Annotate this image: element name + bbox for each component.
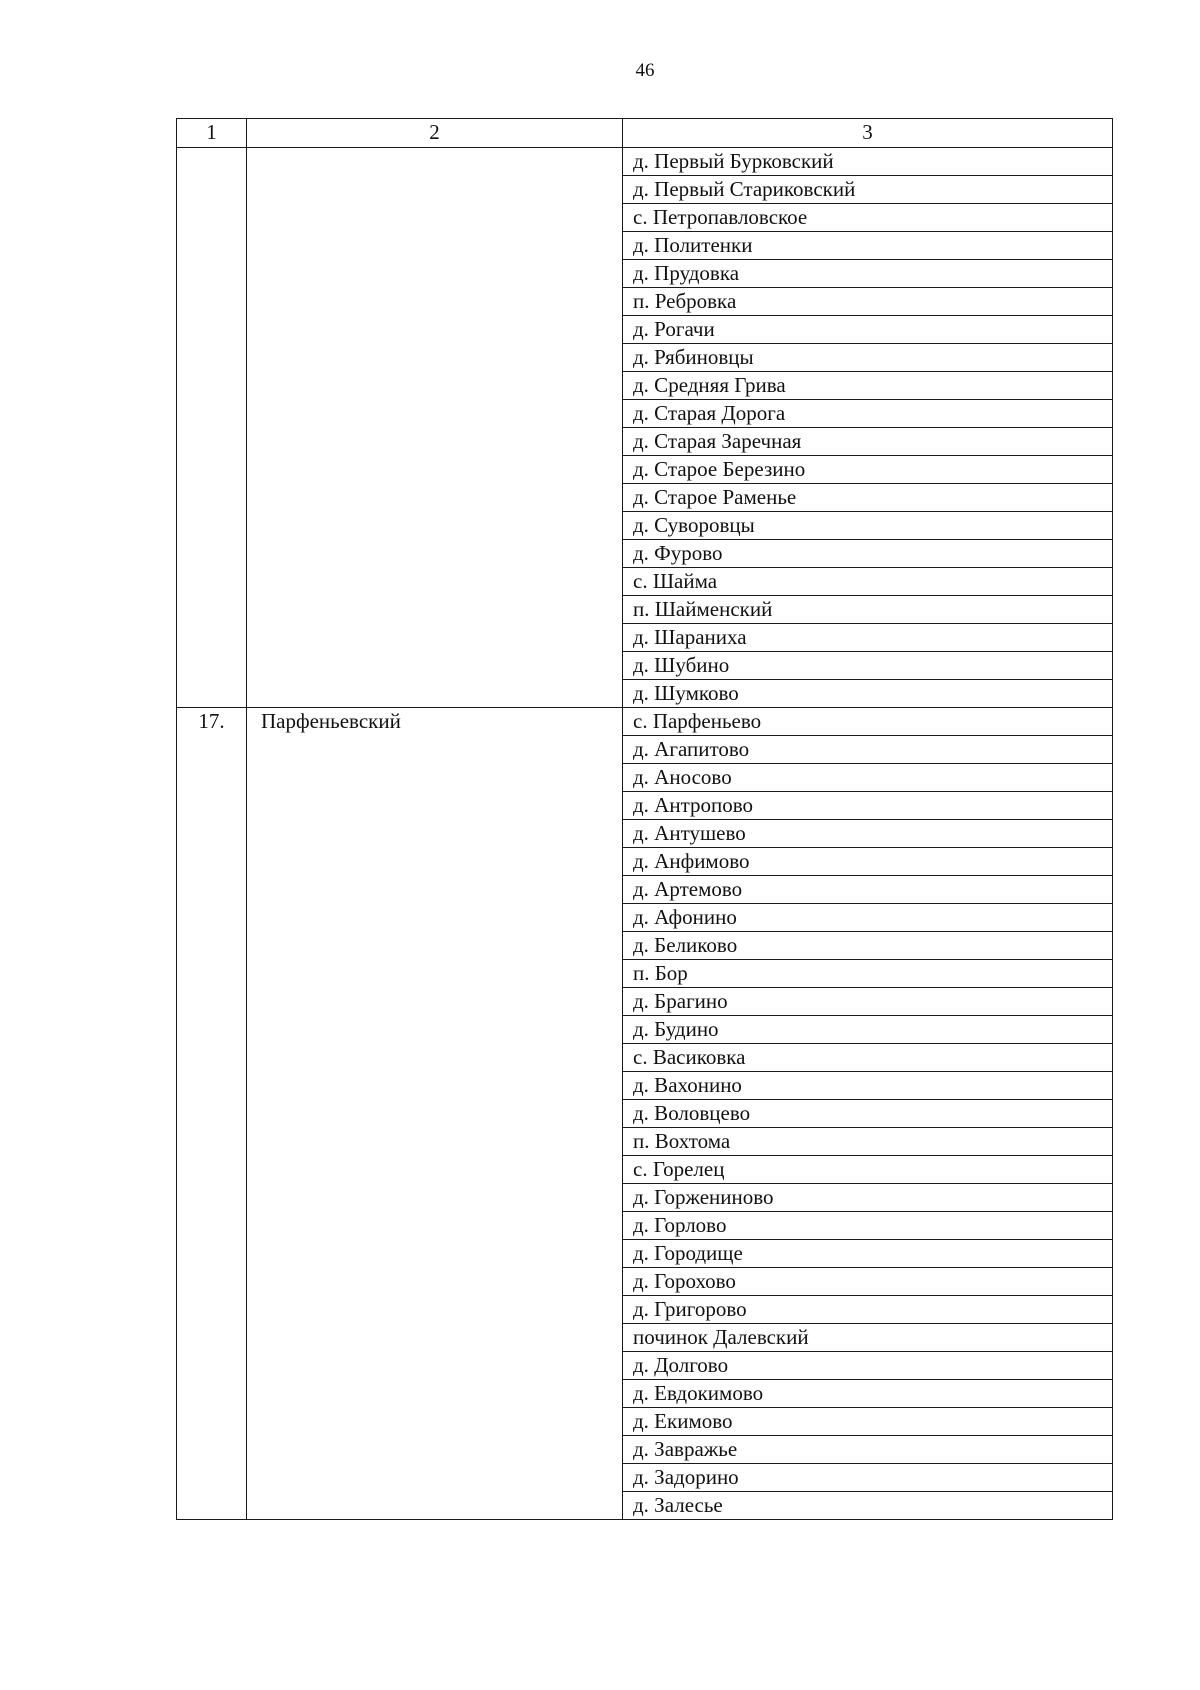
settlement-name: д. Первый Стариковский xyxy=(623,176,1113,204)
settlement-name: д. Воловцево xyxy=(623,1100,1113,1128)
row-number xyxy=(177,148,247,708)
settlement-name: д. Будино xyxy=(623,1016,1113,1044)
row-number: 17. xyxy=(177,708,247,1520)
settlement-name: д. Рогачи xyxy=(623,316,1113,344)
settlement-name: с. Петропавловское xyxy=(623,204,1113,232)
settlement-name: д. Старое Раменье xyxy=(623,484,1113,512)
settlement-name: д. Шубино xyxy=(623,652,1113,680)
settlement-name: д. Фурово xyxy=(623,540,1113,568)
settlement-name: д. Аносово xyxy=(623,764,1113,792)
settlement-name: д. Артемово xyxy=(623,876,1113,904)
settlement-name: д. Залесье xyxy=(623,1492,1113,1520)
settlement-name: д. Старое Березино xyxy=(623,456,1113,484)
settlement-name: д. Старая Дорога xyxy=(623,400,1113,428)
settlement-name: д. Брагино xyxy=(623,988,1113,1016)
settlements-table xyxy=(176,118,1113,1520)
table-row xyxy=(177,148,1113,176)
settlement-name: д. Политенки xyxy=(623,232,1113,260)
table-body xyxy=(177,119,1113,1520)
settlement-name: д. Долгово xyxy=(623,1352,1113,1380)
settlement-name: с. Васиковка xyxy=(623,1044,1113,1072)
table-row xyxy=(177,708,1113,736)
settlement-name: д. Афонино xyxy=(623,904,1113,932)
header-col-1: 1 xyxy=(177,119,247,148)
settlement-name: д. Шараниха xyxy=(623,624,1113,652)
settlement-name: д. Горохово xyxy=(623,1268,1113,1296)
settlement-name: п. Шайменский xyxy=(623,596,1113,624)
settlement-name: д. Старая Заречная xyxy=(623,428,1113,456)
settlement-name: п. Ребровка xyxy=(623,288,1113,316)
settlement-name: д. Рябиновцы xyxy=(623,344,1113,372)
settlement-name: с. Парфеньево xyxy=(623,708,1113,736)
settlement-name: д. Шумково xyxy=(623,680,1113,708)
settlement-name: д. Антропово xyxy=(623,792,1113,820)
settlement-name: д. Анфимово xyxy=(623,848,1113,876)
settlement-name: д. Задорино xyxy=(623,1464,1113,1492)
settlement-name: д. Григорово xyxy=(623,1296,1113,1324)
settlement-name: д. Средняя Грива xyxy=(623,372,1113,400)
settlement-name: д. Суворовцы xyxy=(623,512,1113,540)
settlement-name: п. Бор xyxy=(623,960,1113,988)
header-col-3: 3 xyxy=(623,119,1113,148)
settlement-name: починок Далевский xyxy=(623,1324,1113,1352)
settlement-name: д. Прудовка xyxy=(623,260,1113,288)
settlement-name: д. Горлово xyxy=(623,1212,1113,1240)
settlement-name: д. Вахонино xyxy=(623,1072,1113,1100)
district-name: Парфеньевский xyxy=(247,708,623,1520)
settlement-name: д. Первый Бурковский xyxy=(623,148,1113,176)
district-name xyxy=(247,148,623,708)
header-col-2: 2 xyxy=(247,119,623,148)
settlement-name: д. Антушево xyxy=(623,820,1113,848)
settlement-name: д. Завражье xyxy=(623,1436,1113,1464)
settlement-name: с. Шайма xyxy=(623,568,1113,596)
settlement-name: д. Екимово xyxy=(623,1408,1113,1436)
settlement-name: д. Горжениново xyxy=(623,1184,1113,1212)
settlement-name: д. Евдокимово xyxy=(623,1380,1113,1408)
page-number: 46 xyxy=(635,60,655,81)
header-row xyxy=(177,119,1113,148)
settlement-name: д. Городище xyxy=(623,1240,1113,1268)
settlement-name: с. Горелец xyxy=(623,1156,1113,1184)
settlement-name: д. Беликово xyxy=(623,932,1113,960)
settlement-name: п. Вохтома xyxy=(623,1128,1113,1156)
settlement-name: д. Агапитово xyxy=(623,736,1113,764)
